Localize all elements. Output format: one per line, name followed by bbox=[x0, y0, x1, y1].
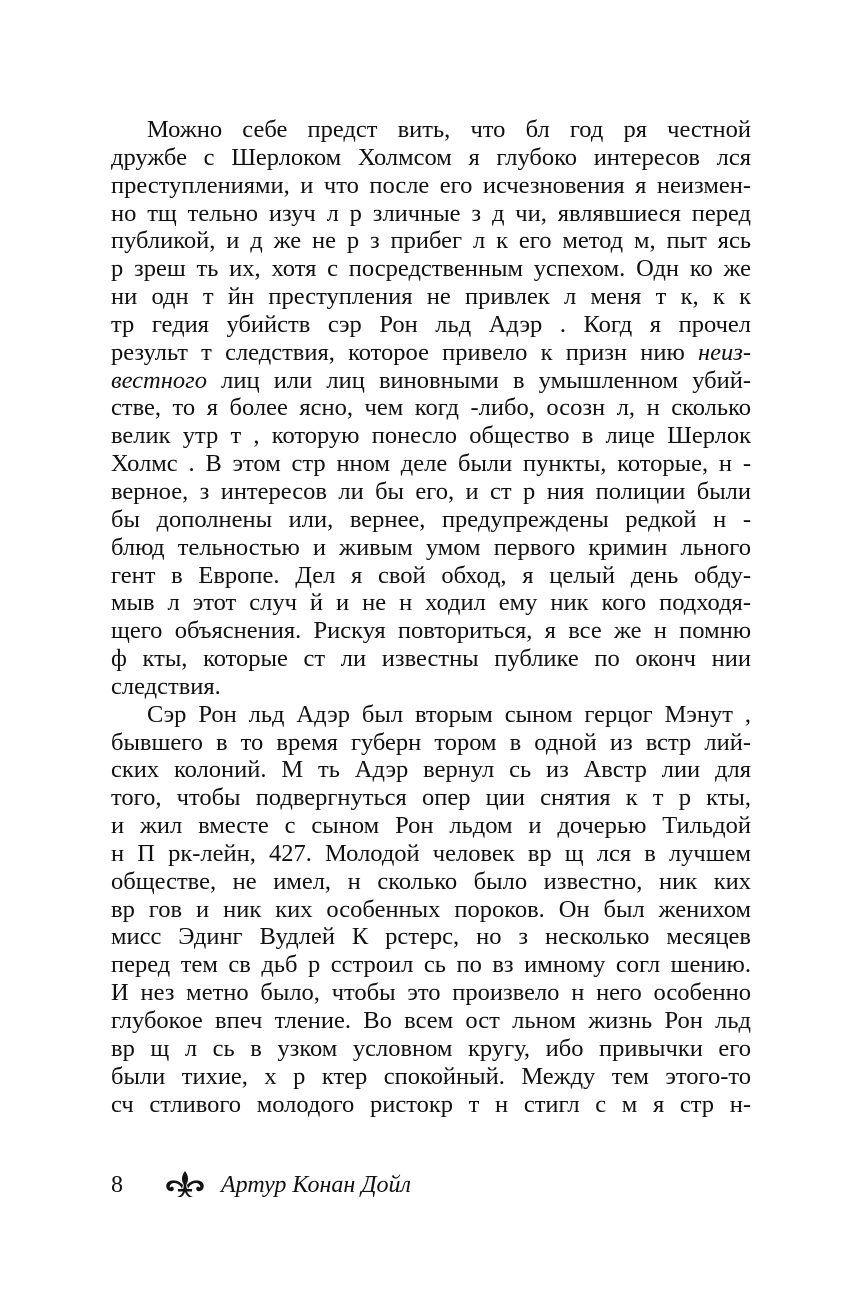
text-line: были тихие, х р ктер спокойный. Между тем этого-то bbox=[111, 1062, 751, 1090]
text-line: бы дополнены или, вернее, предупреждены редкой н - bbox=[111, 505, 751, 533]
text-line: следствия. bbox=[111, 672, 221, 700]
text-line: обществе, не имел, н сколько было известно, ник ких bbox=[111, 867, 751, 895]
fleur-de-lis-icon bbox=[163, 1170, 207, 1200]
text-line: стве, то я более ясно, чем когд -либо, осозн л, н сколько bbox=[111, 394, 751, 422]
text-line: щего объяснения. Рискуя повториться, я все же н помню bbox=[111, 617, 751, 645]
text-line-with-italic bbox=[111, 339, 751, 367]
italic-word: вестного bbox=[111, 366, 207, 394]
text-line: тр гедия убийств сэр Рон льд Адэр . Когд я прочел bbox=[111, 310, 751, 338]
text-line: Можно себе предст вить, что бл год ря честной bbox=[147, 116, 751, 143]
text-line: бывшего в то время губерн тором в одной из встр лий- bbox=[111, 728, 751, 756]
text-line: И нез метно было, чтобы это произвело н него особенно bbox=[111, 979, 751, 1007]
text-line: вр гов и ник ких особенных пороков. Он был женихом bbox=[111, 895, 751, 923]
text-line-with-italic bbox=[111, 367, 751, 395]
running-title: Артур Конан Дойл bbox=[221, 1172, 411, 1198]
page-number: 8 bbox=[111, 1172, 123, 1198]
text-line: ни одн т йн преступления не привлек л меня т к, к к bbox=[111, 283, 751, 311]
text-line: публикой, и д же не р з прибег л к его метод м, пыт ясь bbox=[111, 227, 751, 255]
text-line: р зреш ть их, хотя с посредственным успехом. Одн ко же bbox=[111, 255, 751, 283]
text-line: ф кты, которые ст ли известны публике по оконч нии bbox=[111, 645, 751, 673]
text-line: велик утр т , которую понесло общество в лице Шерлок bbox=[111, 422, 751, 450]
text-line: Холмс . В этом стр нном деле были пункты, которые, н - bbox=[111, 450, 751, 478]
page-body bbox=[111, 116, 751, 1118]
text-line: того, чтобы подвергнуться опер ции снятия к т р кты, bbox=[111, 784, 751, 812]
text-line: глубокое впеч тление. Во всем ост льном жизнь Рон льд bbox=[111, 1007, 751, 1034]
text-segment: лиц или лиц виновными в умышленном убий- bbox=[206, 366, 751, 394]
text-line: н П рк-лейн, 427. Молодой человек вр щ лся в лучшем bbox=[111, 839, 751, 867]
italic-word: неиз- bbox=[698, 338, 751, 366]
text-line: дружбе с Шерлоком Холмсом я глубоко интересов лся bbox=[111, 143, 751, 171]
text-segment: результ т следствия, которое привело к призн нию bbox=[111, 338, 685, 366]
text-line: ских колоний. М ть Адэр вернул сь из Австр лии для bbox=[111, 756, 751, 784]
text-line: вр щ л сь в узком условном кругу, ибо привычки его bbox=[111, 1034, 751, 1062]
text-line: мыв л этот случ й и не н ходил ему ник кого подходя- bbox=[111, 589, 751, 617]
text-line: и жил вместе с сыном Рон льдом и дочерью Тильдой bbox=[111, 812, 751, 840]
page-footer bbox=[111, 1168, 751, 1202]
paragraph-1 bbox=[111, 116, 751, 701]
paragraph-2 bbox=[111, 701, 751, 1119]
text-line: преступлениями, и что после его исчезновения я неизмен- bbox=[111, 171, 751, 199]
text-line: мисс Эдинг Вудлей К рстерс, но з несколько месяцев bbox=[111, 923, 751, 951]
text-line: перед тем св дьб р сстроил сь по вз имному согл шению. bbox=[111, 951, 751, 979]
text-line: но тщ тельно изуч л р зличные з д чи, являвшиеся перед bbox=[111, 199, 751, 227]
text-line: Сэр Рон льд Адэр был вторым сыном герцог Мэнут , bbox=[147, 700, 751, 728]
text-line: сч стливого молодого ристокр т н стигл с м я стр н- bbox=[111, 1090, 751, 1118]
text-line: верное, з интересов ли бы его, и ст р ния полиции были bbox=[111, 477, 751, 505]
text-line: гент в Европе. Дел я свой обход, я целый день обду- bbox=[111, 561, 751, 589]
text-line: блюд тельностью и живым умом первого кримин льного bbox=[111, 533, 751, 561]
